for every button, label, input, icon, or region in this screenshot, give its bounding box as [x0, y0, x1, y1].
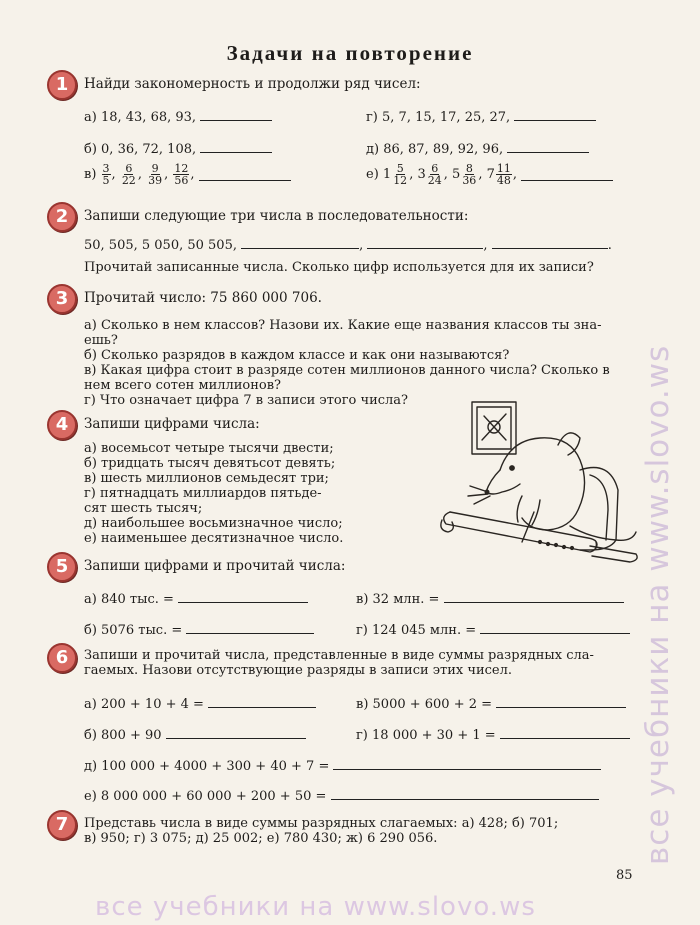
task-number-5: 5: [47, 552, 77, 582]
task-3-line: б) Сколько разрядов в каждом классе и как они называются?: [84, 348, 510, 363]
task-5-b: б) 5076 тыс. =: [84, 621, 314, 638]
task-4-text: Запиши цифрами числа:: [84, 416, 260, 432]
task-6-g: г) 18 000 + 30 + 1 =: [356, 726, 630, 743]
page-title: Задачи на повторение: [226, 41, 474, 65]
task-3-line: нем всего сотен миллионов?: [84, 378, 282, 393]
task-number-2: 2: [47, 202, 77, 232]
task-number-6: 6: [47, 643, 77, 673]
watermark-bottom: все учебники на www.slovo.ws: [95, 892, 536, 922]
watermark-side: все учебники на www.slovo.ws: [640, 344, 676, 865]
task-6-b: б) 800 + 90: [84, 726, 306, 743]
task-1-d: д) 86, 87, 89, 92, 96,: [366, 140, 589, 157]
rat-illustration: [440, 400, 640, 565]
task-7-line: Представь числа в виде суммы разрядных слагаемых: а) 428; б) 701;: [84, 816, 559, 831]
task-4-line: б) тридцать тысяч девятьсот девять;: [84, 456, 336, 471]
task-number-3: 3: [47, 284, 77, 314]
task-6-e: е) 8 000 000 + 60 000 + 200 + 50 =: [84, 787, 599, 804]
task-3-line: г) Что означает цифра 7 в записи этого числа?: [84, 393, 409, 408]
task-5-text: Запиши цифрами и прочитай числа:: [84, 558, 346, 574]
task-3-text: Прочитай число: 75 860 000 706.: [84, 290, 322, 306]
task-1-v: в) $\frac{3}{5}$ , $\frac{6}{22}$ , $\frac{9}{39}$ , $\frac{12}{56}$ ,: [84, 163, 291, 186]
task-4-line: д) наибольшее восьмизначное число;: [84, 516, 343, 531]
task-6-text: [84, 648, 594, 678]
task-3-line: а) Сколько в нем классов? Назови их. Какие еще названия классов ты зна-: [84, 318, 602, 333]
task-6-a: а) 200 + 10 + 4 =: [84, 695, 316, 712]
task-4-line: г) пятнадцать миллиардов пятьде-: [84, 486, 322, 501]
task-4-items: [84, 441, 343, 546]
task-2-text: Запиши следующие три числа в последовательности:: [84, 208, 469, 224]
task-6-v: в) 5000 + 600 + 2 =: [356, 695, 626, 712]
task-2-question: Прочитай записанные числа. Сколько цифр используется для их записи?: [84, 260, 594, 275]
task-1-a: а) 18, 43, 68, 93,: [84, 108, 272, 125]
task-number-7: 7: [47, 810, 77, 840]
page-number: 85: [616, 868, 633, 883]
task-5-v: в) 32 млн. =: [356, 590, 624, 607]
task-6-d: д) 100 000 + 4000 + 300 + 40 + 7 =: [84, 757, 601, 774]
task-6-line: Запиши и прочитай числа, представленные в виде суммы разрядных сла-: [84, 648, 594, 663]
task-1-text: Найди закономерность и продолжи ряд чисел:: [84, 76, 421, 92]
task-2-sequence: 50, 505, 5 050, 50 505, , , .: [84, 238, 612, 253]
task-3-line: в) Какая цифра стоит в разряде сотен миллионов данного числа? Сколько в: [84, 363, 610, 378]
task-3-questions: [84, 318, 610, 408]
task-1-g: г) 5, 7, 15, 17, 25, 27,: [366, 108, 596, 125]
task-3-line: ешь?: [84, 333, 118, 348]
task-number-1: 1: [47, 70, 77, 100]
task-7-line: в) 950; г) 3 075; д) 25 002; е) 780 430; ж) 6 290 056.: [84, 831, 438, 846]
task-1-b: б) 0, 36, 72, 108,: [84, 140, 272, 157]
task-4-line: а) восемьсот четыре тысячи двести;: [84, 441, 334, 456]
task-1-e: е) 1 $\frac{5}{12}$ , 3 $\frac{6}{24}$ , 5 $\frac{8}{36}$ , 7 $\frac{11}{48}$ ,: [366, 163, 613, 186]
task-7-text: [84, 816, 558, 846]
task-4-line: сят шесть тысяч;: [84, 501, 203, 516]
task-4-line: в) шесть миллионов семьдесят три;: [84, 471, 329, 486]
task-number-4: 4: [47, 410, 77, 440]
task-5-a: а) 840 тыс. =: [84, 590, 308, 607]
task-6-line: гаемых. Назови отсутствующие разряды в записи этих чисел.: [84, 663, 512, 678]
task-4-line: е) наименьшее десятизначное число.: [84, 531, 344, 546]
task-5-g: г) 124 045 млн. =: [356, 621, 630, 638]
